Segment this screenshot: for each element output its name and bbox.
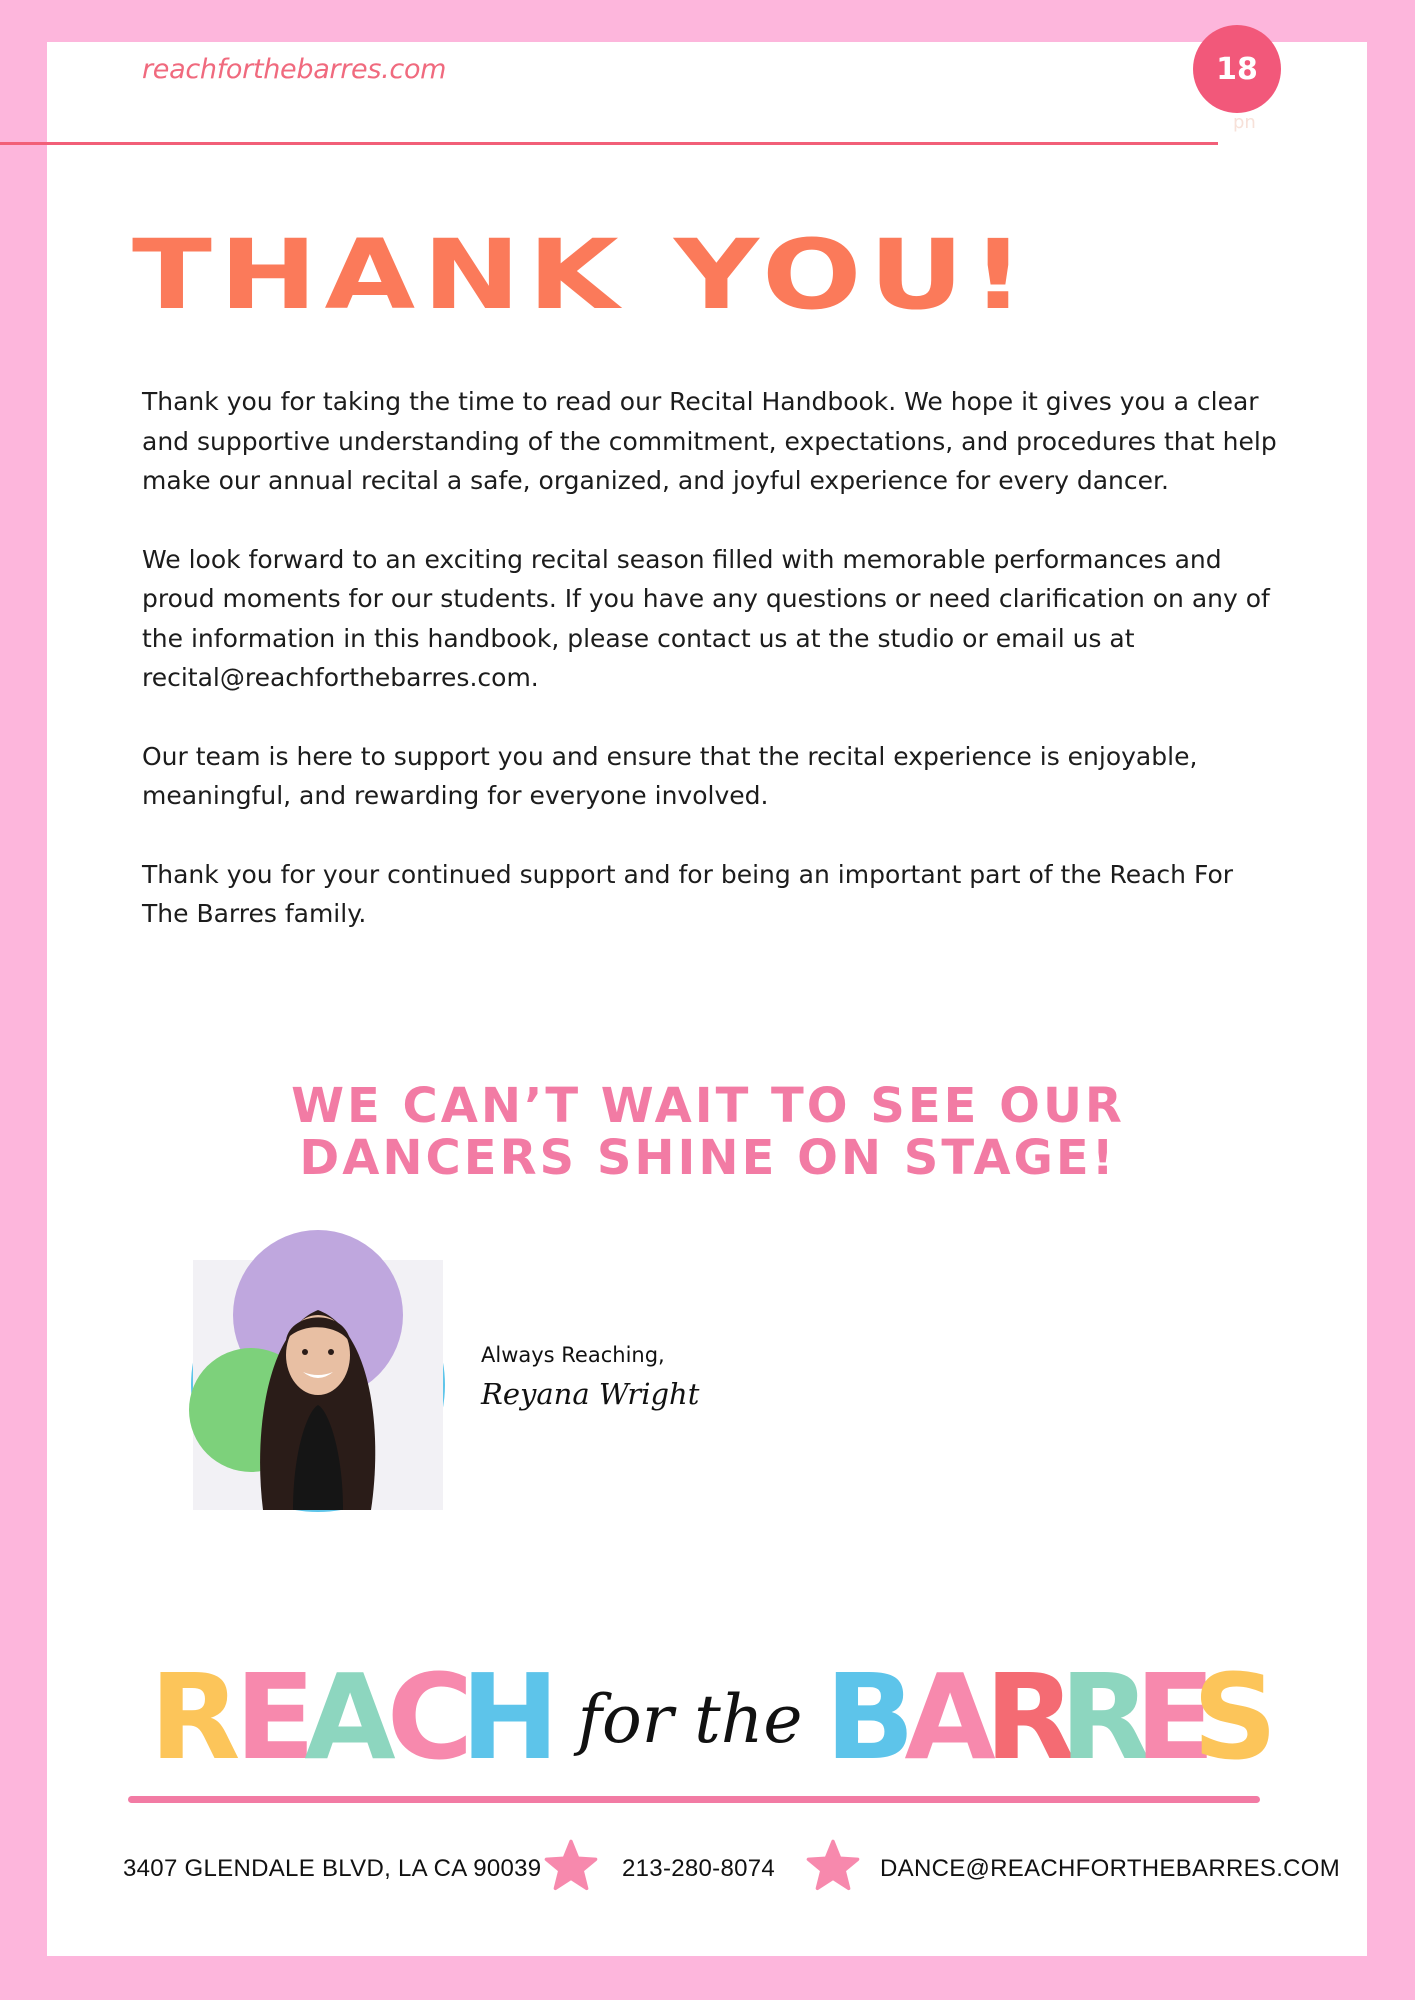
- body-text: [142, 382, 1282, 973]
- tagline: [1, 1080, 1415, 1184]
- star-icon: [805, 1838, 861, 1894]
- logo-script-for-the: for the: [577, 1681, 803, 1758]
- page-title: THANK YOU!: [132, 219, 1033, 331]
- header-divider: [0, 142, 1218, 145]
- logo-letter-a2: A: [904, 1648, 996, 1786]
- page-number-ghost-text: pn: [1233, 112, 1256, 133]
- paragraph-intro: Thank you for taking the time to read our Recital Handbook. We hope it gives you a clear and supportive understanding of the commitment, expectations, and procedures that help make our annual recital a safe, organized, and joyful experience for every dancer.: [142, 387, 1277, 495]
- logo-letter-c: C: [386, 1648, 474, 1786]
- paragraph-closing: Thank you for your continued support and for being an important part of the Reach For The Barres family.: [142, 859, 1234, 928]
- logo-letter-r3: R: [1059, 1648, 1151, 1786]
- portrait-illustration: [193, 1260, 443, 1510]
- paragraph-support: Our team is here to support you and ensure that the recital experience is enjoyable, meaningful, and rewarding for everyone involved.: [142, 741, 1198, 810]
- tagline-line-2: DANCERS SHINE ON STAGE!: [299, 1130, 1117, 1186]
- page-number-badge: 18: [1193, 25, 1281, 113]
- star-icon: [543, 1838, 599, 1894]
- signature-greeting: Always Reaching,: [481, 1343, 665, 1367]
- signature-block: [481, 1343, 699, 1411]
- logo-letter-b: B: [825, 1648, 915, 1786]
- logo-letter-r2: R: [984, 1648, 1076, 1786]
- reach-for-the-barres-logo: [149, 1648, 1278, 1786]
- signature-name: Reyana Wright: [481, 1377, 700, 1411]
- logo-divider: [128, 1796, 1260, 1803]
- director-portrait-photo: [191, 1258, 445, 1512]
- footer-phone[interactable]: 213-280-8074: [622, 1855, 776, 1882]
- logo-letter-e2: E: [1134, 1648, 1216, 1786]
- logo-letter-s: S: [1192, 1648, 1278, 1786]
- footer-address: 3407 GLENDALE BLVD, LA CA 90039: [123, 1855, 542, 1882]
- footer-email[interactable]: DANCE@REACHFORTHEBARRES.COM: [880, 1855, 1341, 1882]
- paragraph-contact: We look forward to an exciting recital season filled with memorable performances and proud moments for our students. If you have any questions or need clarification on any of the information in this handbook, please contact us at the studio or email us at recital@reachforthebarres.com.: [142, 544, 1270, 692]
- logo-letter-e1: E: [234, 1648, 316, 1786]
- logo-letter-r1: R: [149, 1648, 241, 1786]
- site-url-link[interactable]: reachforthebarres.com: [142, 54, 447, 85]
- tagline-line-1: WE CAN’T WAIT TO SEE OUR: [291, 1078, 1125, 1134]
- logo-letter-h: H: [460, 1648, 560, 1786]
- logo-letter-a1: A: [304, 1648, 396, 1786]
